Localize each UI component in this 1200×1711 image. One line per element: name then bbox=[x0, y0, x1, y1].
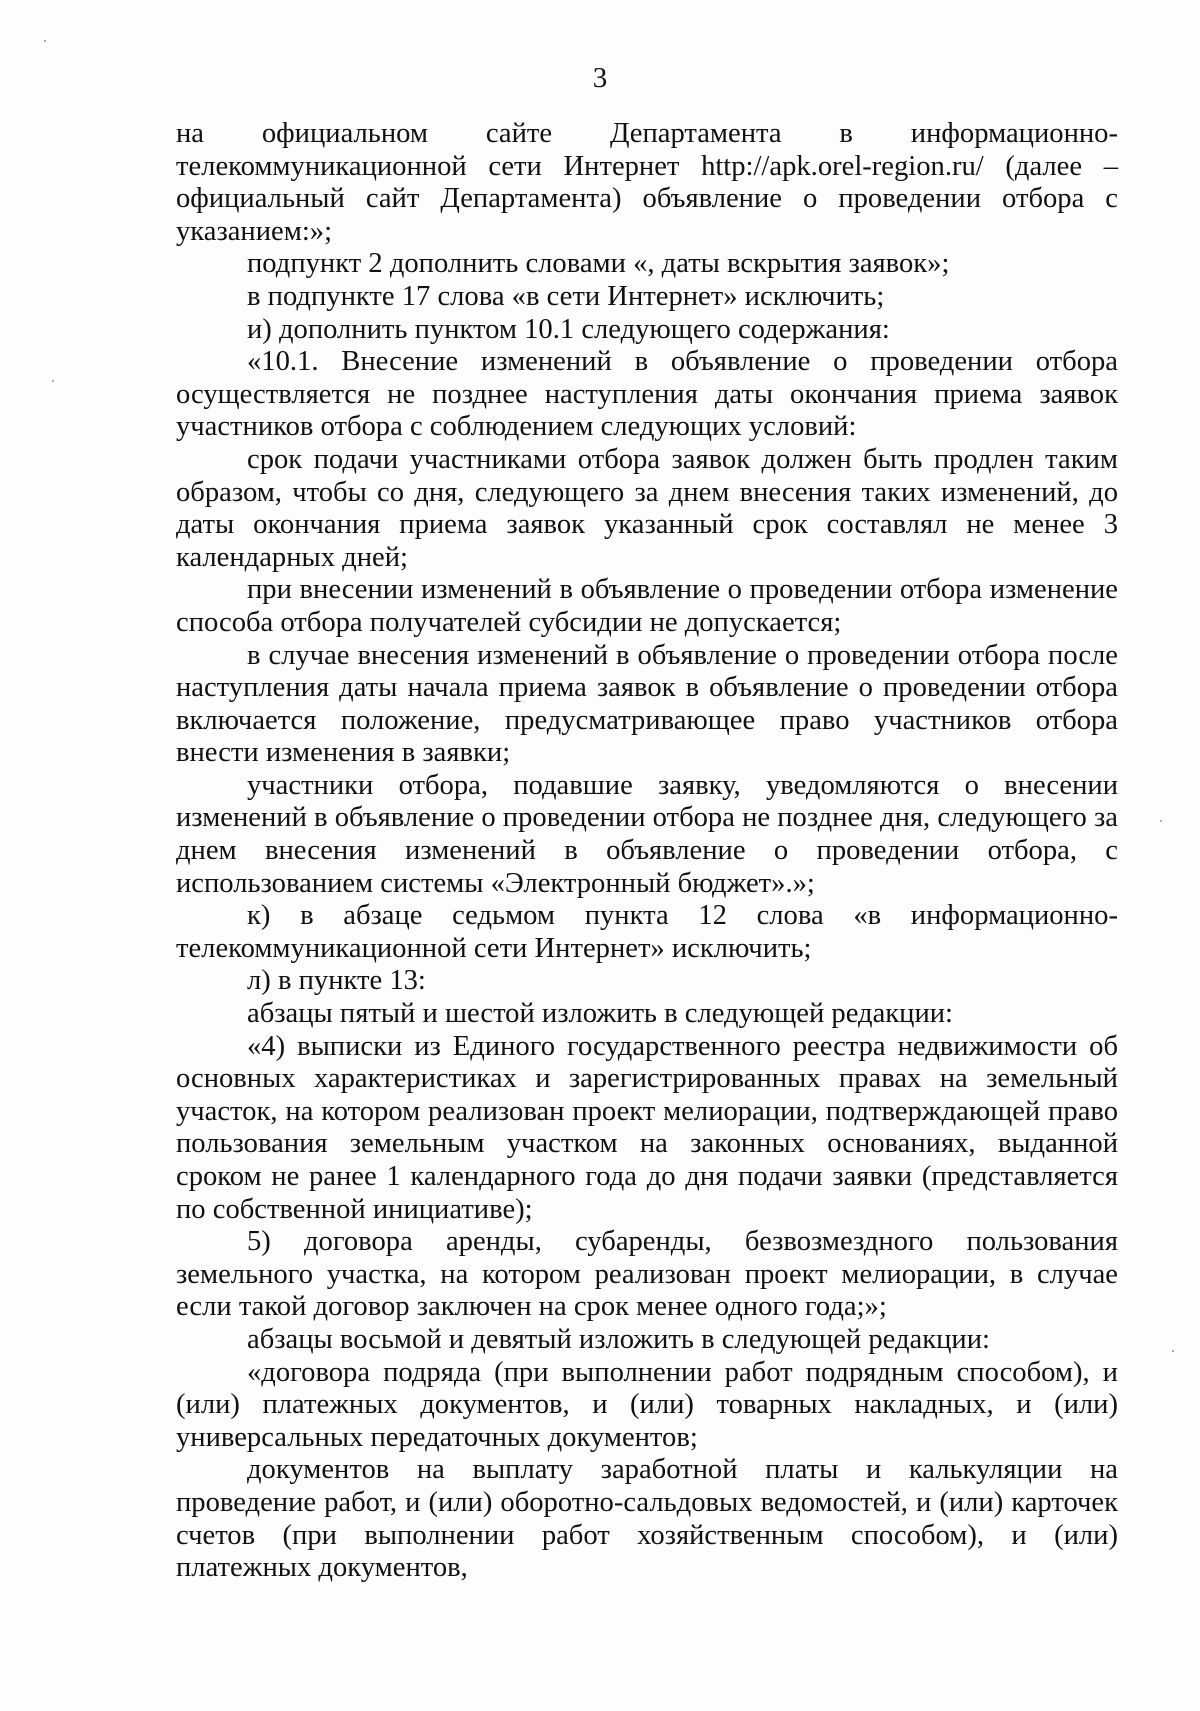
page-number: 3 bbox=[592, 62, 608, 94]
scan-speck bbox=[1172, 1350, 1174, 1352]
paragraph-changes-after-start: в случае внесения изменений в объявление о проведении отбора после наступления даты начала приема заявок в объявление о проведении отбора включается положение, предусматривающее право участников отбора внести изменения в заявки; bbox=[176, 639, 1118, 769]
document-body bbox=[176, 118, 1118, 1585]
paragraph-participant-notice: участники отбора, подавшие заявку, уведомляются о внесении изменений в объявление о проведении отбора не позднее дня, следующего за днем внесения изменений в объявление о проведении отбора, с использованием системы «Электронный бюджет».»; bbox=[176, 769, 1118, 899]
paragraph-method-change: при внесении изменений в объявление о проведении отбора изменение способа отбора получателей субсидии не допускается; bbox=[176, 574, 1118, 638]
paragraph-deadline-extension: срок подачи участниками отбора заявок должен быть продлен таким образом, чтобы со дня, следующего за днем внесения таких изменений, до даты окончания приема заявок указанный срок составлял не менее 3 календарных дней; bbox=[176, 443, 1118, 573]
paragraph-clause-10-1: «10.1. Внесение изменений в объявление о проведении отбора осуществляется не позднее наступления даты окончания приема заявок участников отбора с соблюдением следующих условий: bbox=[176, 346, 1118, 443]
scan-speck bbox=[44, 40, 46, 42]
scan-speck bbox=[52, 380, 54, 382]
paragraph-item-k: к) в абзаце седьмом пункта 12 слова «в информационно-телекоммуникационной сети Интернет» исключить; bbox=[176, 900, 1118, 964]
scan-speck bbox=[1160, 820, 1162, 822]
paragraph-announcement-site: на официальном сайте Департамента в информационно-телекоммуникационной сети Интернет http://apk.orel-region.ru/ (далее – официальный сайт Департамента) объявление о проведении отбора с указанием:»; bbox=[176, 118, 1118, 247]
paragraph-item-i: и) дополнить пунктом 10.1 следующего содержания: bbox=[247, 313, 890, 345]
paragraph-salary-docs: документов на выплату заработной платы и калькуляции на проведение работ, и (или) оборотно-сальдовых ведомостей, и (или) карточек счетов (при выполнении работ хозяйственным способом), и (или) платежных документов, bbox=[176, 1454, 1118, 1584]
paragraph-contract-docs: «договора подряда (при выполнении работ подрядным способом), и (или) платежных документов, и (или) товарных накладных, и (или) универсальных передаточных документов; bbox=[176, 1356, 1118, 1453]
paragraph-subitem-2: подпункт 2 дополнить словами «, даты вскрытия заявок»; bbox=[247, 248, 950, 280]
paragraph-extract-registry: «4) выписки из Единого государственного реестра недвижимости об основных характеристиках и зарегистрированных правах на земельный участок, на котором реализован проект мелиорации, подтверждающей право пользования земельным участком на законных основаниях, выданной сроком не ранее 1 календарного года до дня подачи заявки (представляется по собственной инициативе); bbox=[176, 1030, 1118, 1225]
paragraph-eighth-ninth: абзацы восьмой и девятый изложить в следующей редакции: bbox=[247, 1323, 990, 1355]
paragraph-fifth-sixth: абзацы пятый и шестой изложить в следующей редакции: bbox=[247, 998, 954, 1030]
paragraph-subitem-17: в подпункте 17 слова «в сети Интернет» исключить; bbox=[247, 280, 885, 312]
paragraph-lease-agreement: 5) договора аренды, субаренды, безвозмездного пользования земельного участка, на котором реализован проект мелиорации, в случае если такой договор заключен на срок менее одного года;»; bbox=[176, 1226, 1118, 1323]
paragraph-item-l: л) в пункте 13: bbox=[247, 965, 426, 997]
